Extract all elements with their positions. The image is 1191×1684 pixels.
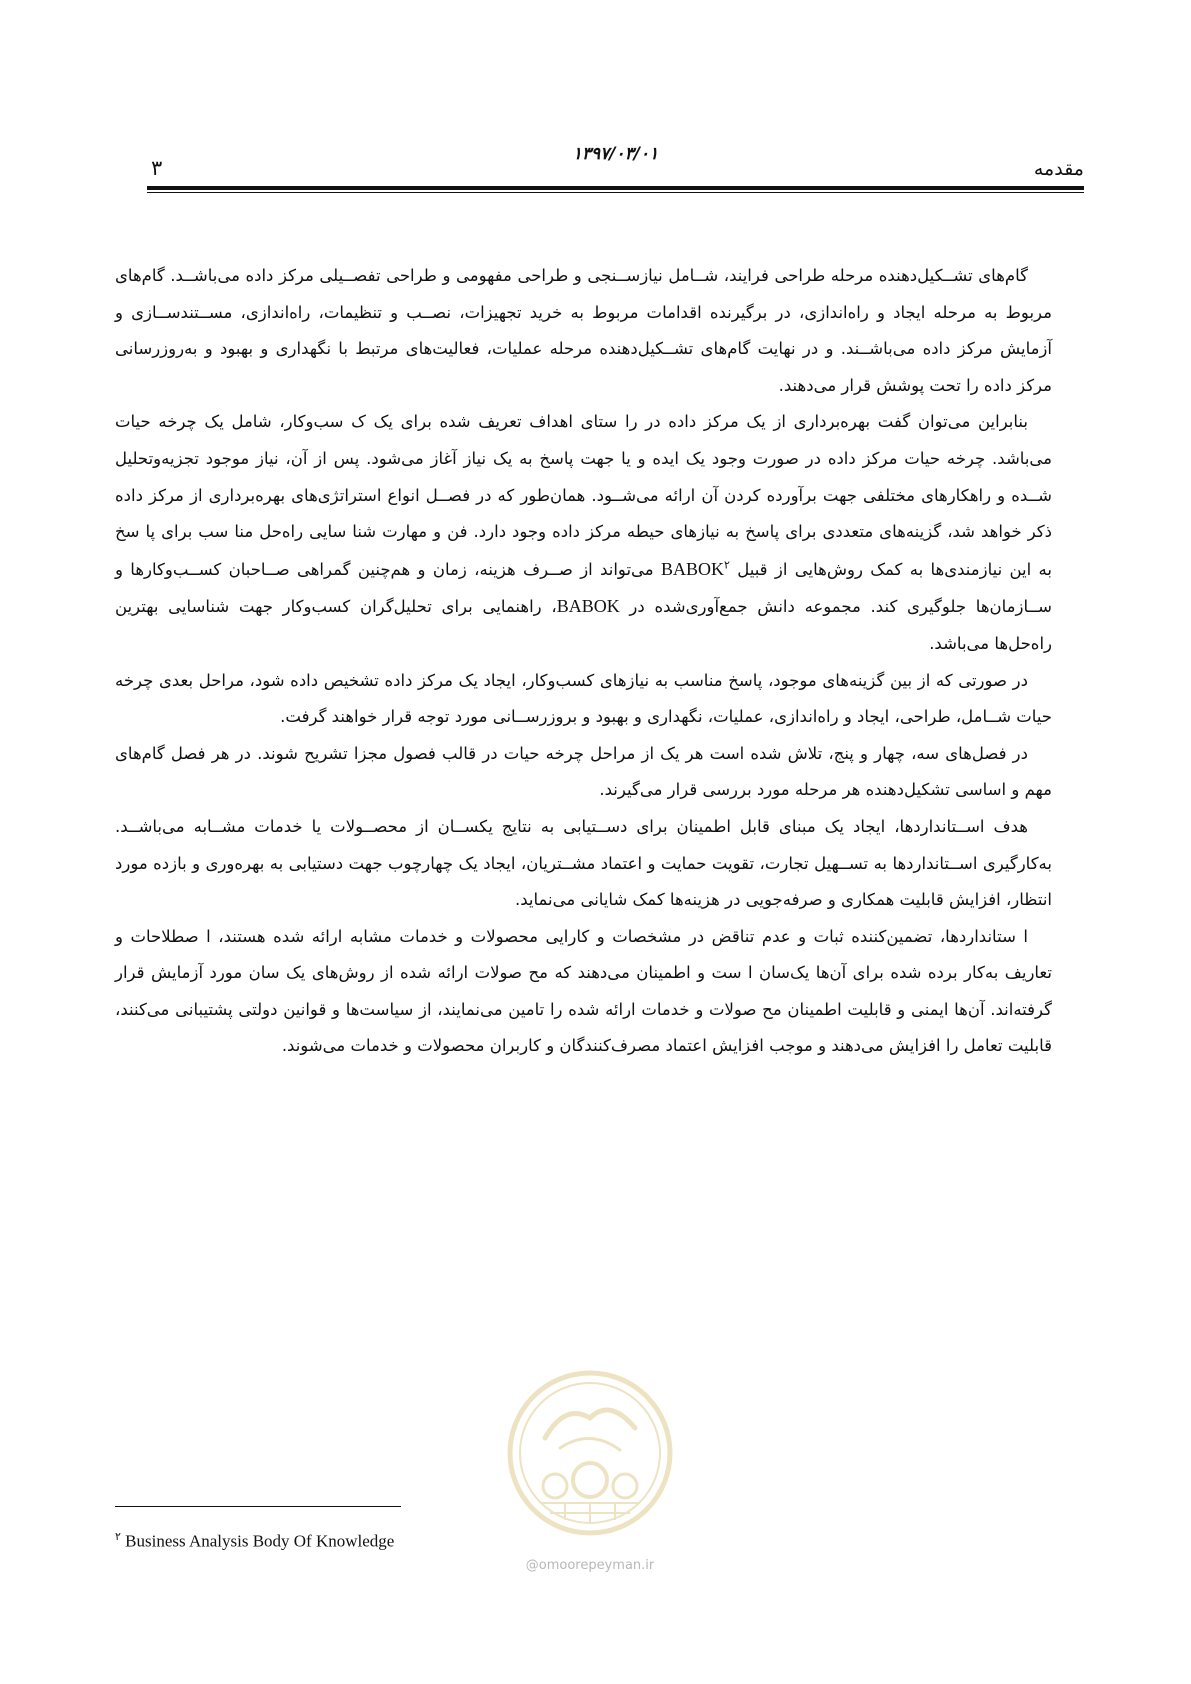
paragraph-2 bbox=[115, 404, 1052, 662]
babok-term-2: BABOK bbox=[556, 596, 620, 617]
paragraph-2-part-1: بنابراین می‌توان گفت بهره‌برداری از یک مرکز داده در را ستای اهداف تعریف شده برای یک ک سب‌وکار، شامل یک چرخه حیات می‌باشد. چرخه حیات مرکز داده در صورت وجود یک ایده و یا جهت پاسخ به یک نیاز آغاز می‌شود. پس از آن، نیاز موجود تجزیه‌وتحلیل شــده و راهکارهای مختلفی جهت برآورده کردن آن ارائه می‌شــود. همان‌طور که در فصــل انواع استراتژی‌های بهره‌برداری از مرکز داده ذکر خواهد شد، گزینه‌های متعددی برای پاسخ به نیازهای حیطه مرکز داده وجود دارد. فن و مهارت شنا سایی راه‌حل منا سب برای پا سخ به این نیازمندی‌ها به کمک روش‌هایی از قبیل bbox=[115, 412, 1052, 579]
watermark-caption: @omoorepeyman.ir bbox=[525, 1558, 655, 1573]
header-rule-thin bbox=[147, 192, 1084, 193]
paragraph-2-part-3: ، راهنمایی برای تحلیل‌گران کسب‌وکار جهت شناسایی بهترین راه‌حل‌ها می‌باشد. bbox=[115, 597, 1052, 653]
header-rule-thick bbox=[147, 186, 1084, 190]
body-text bbox=[115, 258, 1052, 1065]
footnote bbox=[115, 1530, 394, 1552]
paragraph-3: در صورتی که از بین گزینه‌های موجود، پاسخ مناسب به نیازهای کسب‌وکار، ایجاد یک مرکز داده تشخیص داده شود، مراحل بعدی چرخه حیات شــامل، طراحی، ایجاد و راه‌اندازی، عملیات، نگهداری و بهبود و بروزرســانی مورد توجه قرار خواهند گرفت. bbox=[115, 670, 1052, 727]
paragraph-4: در فصل‌های سه، چهار و پنج، تلاش شده است هر یک از مراحل چرخه حیات در قالب فصول مجزا تشریح شوند. در هر فصل گام‌های مهم و اساسی تشکیل‌دهنده هر مرحله مورد بررسی قرار می‌گیرند. bbox=[115, 743, 1052, 800]
watermark-logo-icon bbox=[505, 1368, 675, 1538]
paragraph-2-part-2: می‌تواند از صــرف هزینه، زمان و هم‌چنین گمراهی صــاحبان کســب‌وکارها و ســازمان‌ها جلوگیری کند. مجموعه دانش جمع‌آوری‌شده در bbox=[115, 559, 1052, 617]
footnote-reference[interactable]: ۲ bbox=[723, 558, 730, 572]
header-date: ۱۳۹۷/۰۳/۰۱ bbox=[572, 144, 659, 164]
footnote-mark: ۲ bbox=[115, 1531, 121, 1543]
page-number: ۳ bbox=[151, 156, 163, 180]
chapter-title: مقدمه bbox=[1033, 158, 1084, 180]
paragraph-1: گام‌های تشــکیل‌دهنده مرحله طراحی فرایند، شــامل نیازســنجی و طراحی مفهومی و طراحی تفصــیلی مرکز داده می‌باشــد. گام‌های مربوط به مرحله ایجاد و راه‌اندازی، در برگیرنده اقدامات مربوط به خرید تجهیزات، نصــب و تنظیمات، راه‌اندازی، مســتندســازی و آزمایش مرکز داده می‌باشــند. و در نهایت گام‌های تشــکیل‌دهنده مرحله عملیات، فعالیت‌های مرتبط با نگهداری و بهبود و به‌روزرسانی مرکز داده را تحت پوشش قرار می‌دهند. bbox=[115, 266, 1052, 395]
paragraph-6: ا ستانداردها، تضمین‌کننده ثبات و عدم تناقض در مشخصات و کارایی محصولات و خدمات مشابه ارائه شده هستند، ا صطلاحات و تعاریف به‌کار برده شده برای آن‌ها یک‌سان ا ست و اطمینان می‌دهند که مح صولات ارائه شده از روش‌های یک سان مورد آزمایش قرار گرفته‌اند. آن‌ها ایمنی و قابلیت اطمینان مح صولات و خدمات ارائه شده را تامین می‌نمایند، از سیاست‌ها و قوانین دولتی پشتیبانی می‌کنند، قابلیت تعامل را افزایش می‌دهند و موجب افزایش اعتماد مصرف‌کنندگان و کاربران محصولات و خدمات می‌شوند. bbox=[115, 926, 1052, 1056]
page-header bbox=[147, 140, 1084, 190]
babok-term: BABOK bbox=[660, 558, 724, 579]
footnote-text: Business Analysis Body Of Knowledge bbox=[125, 1531, 395, 1551]
paragraph-5: هدف اســتانداردها، ایجاد یک مبنای قابل اطمینان برای دســتیابی به نتایج یکســان از محصــولات یا خدمات مشــابه می‌باشــد. به‌کارگیری اســتانداردها به تســهیل تجارت، تقویت حمایت و اعتماد مشــتریان، ایجاد یک چهارچوب جهت دستیابی به بهره‌وری و بازده مورد انتظار، افزایش قابلیت همکاری و صرفه‌جویی در هزینه‌ها کمک شایانی می‌نماید. bbox=[115, 816, 1052, 910]
footnote-rule bbox=[115, 1506, 401, 1507]
